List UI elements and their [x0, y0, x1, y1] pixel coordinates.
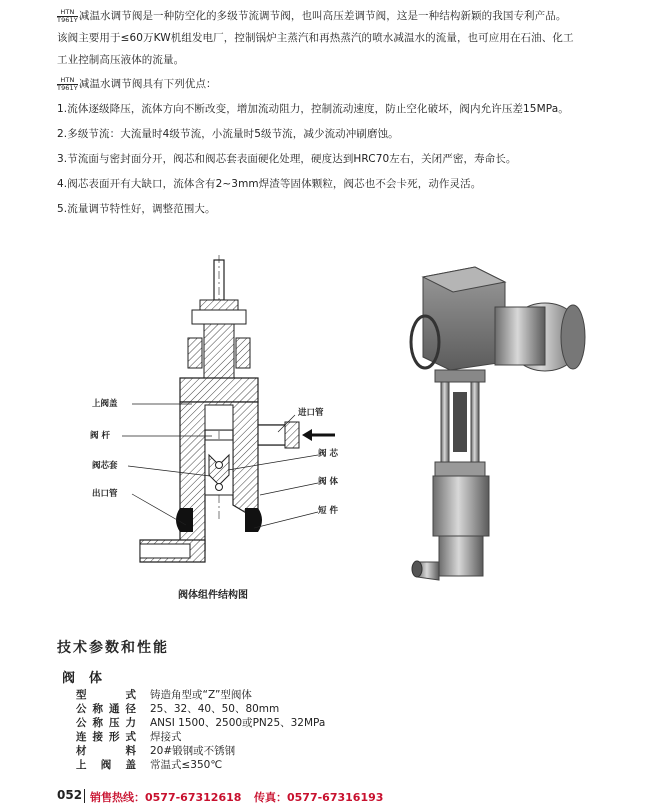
intro-line-1: HTN T961Y 减温水调节阀是一种防空化的多级节流调节阀，也叫高压差调节阀，这是一种结构新颖的我国专利产品。	[57, 8, 567, 24]
advantage-item: 3.节流面与密封面分开，阀芯和阀芯套表面硬化处理，硬度达到HRC70左右，关闭严密，寿命长。	[57, 153, 517, 165]
spec-value: 20#锻钢或不锈钢	[150, 745, 236, 757]
spec-label: 型式	[76, 689, 136, 701]
footer-divider	[84, 789, 85, 803]
spec-label: 连接形式	[76, 731, 136, 743]
spec-value: 常温式≤350℃	[150, 759, 223, 771]
label-upper-cover: 上阀盖	[92, 399, 118, 409]
sales-hotline: 销售热线：0577-67312618	[90, 791, 242, 804]
page-number: 052	[57, 788, 83, 802]
intro-line-2: 该阀主要用于≤60万KW机组发电厂，控制锅炉主蒸汽和再热蒸汽的喷水减温水的流量，也可应用在石油、化工	[57, 32, 574, 44]
advantage-item: 4.阀芯表面开有大缺口，流体含有2~3mm焊渣等固体颗粒，阀芯也不会卡死，动作灵活。	[57, 178, 482, 190]
spec-value: 铸造角型或“Z”型阀体	[150, 689, 252, 701]
intro-line-3: 工业控制高压液体的流量。	[57, 54, 185, 66]
advantage-item: 5.流量调节特性好，调整范围大。	[57, 203, 216, 215]
label-inlet: 进口管	[298, 408, 324, 418]
specs-subtitle: 阀体	[62, 671, 117, 686]
spec-label: 上阀盖	[76, 759, 136, 771]
advantage-item: 1.流体逐级降压，流体方向不断改变，增加流动阻力，控制流动速度，防止空化破坏，阀内允许压差15MPa。	[57, 103, 569, 115]
specs-title: 技术参数和性能	[57, 640, 169, 656]
advantages-heading: HTN T961Y 减温水调节阀具有下列优点：	[57, 76, 217, 92]
advantage-item: 2.多级节流：大流量时4级节流，小流量时5级节流，减少流动冲刷磨蚀。	[57, 128, 399, 140]
label-core-sleeve: 阀芯套	[92, 461, 118, 471]
spec-label: 公称压力	[76, 717, 136, 729]
spec-label: 材料	[76, 745, 136, 757]
valve-product-photo	[395, 262, 610, 592]
valve-cross-section-diagram	[80, 250, 370, 585]
label-body: 阀 体	[318, 477, 338, 487]
diagram-caption: 阀体组件结构图	[178, 590, 248, 601]
label-outlet: 出口管	[92, 489, 118, 499]
label-core: 阀 芯	[318, 449, 338, 459]
spec-value: ANSI 1500、2500或PN25、32MPa	[150, 717, 326, 729]
model-mark: HTN T961Y	[57, 76, 78, 92]
label-short-tube: 短 件	[318, 506, 338, 516]
spec-label: 公称通径	[76, 703, 136, 715]
spec-value: 焊接式	[150, 731, 182, 743]
model-mark: HTN T961Y	[57, 8, 78, 24]
fax-number: 传真：0577-67316193	[254, 791, 384, 804]
spec-value: 25、32、40、50、80mm	[150, 703, 280, 715]
label-stem: 阀 杆	[90, 431, 110, 441]
